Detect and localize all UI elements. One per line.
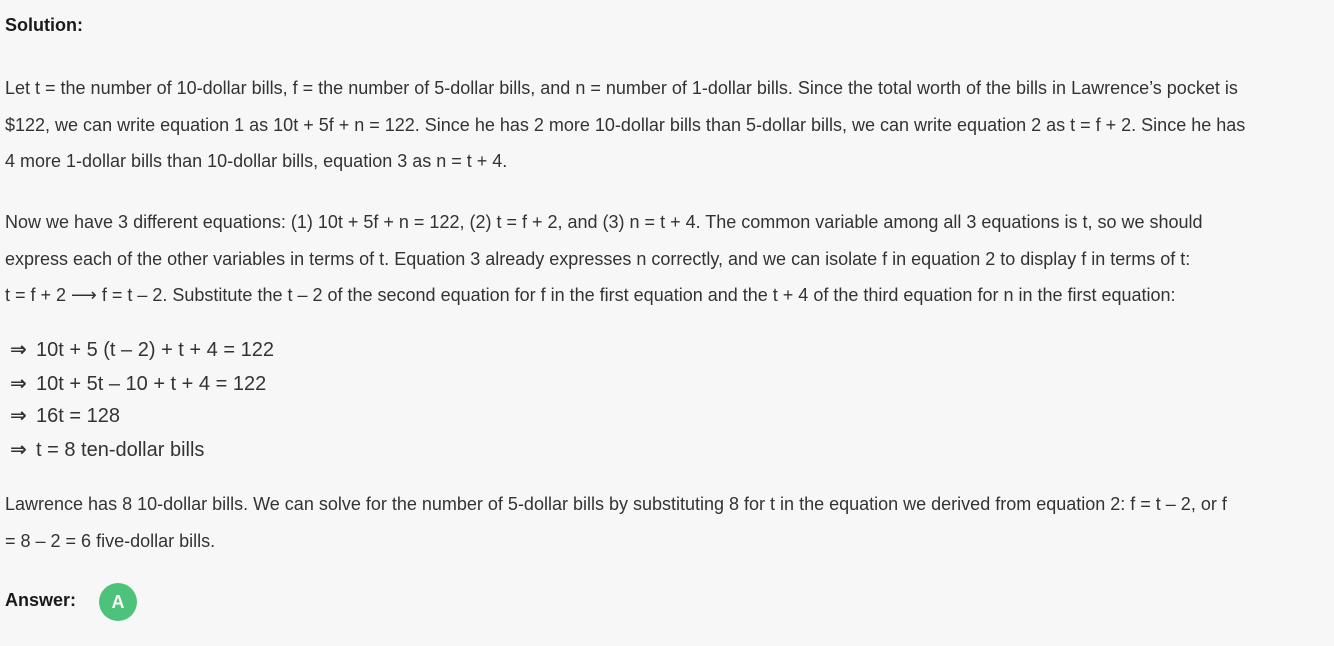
paragraph-line: 4 more 1-dollar bills than 10-dollar bills, equation 3 as n = t + 4. — [5, 151, 508, 171]
paragraph-line: Lawrence has 8 10-dollar bills. We can solve for the number of 5-dollar bills by substituting 8 for t in the equation we derived from equation 2: f = t – 2, or f — [5, 494, 1227, 514]
solution-paragraph-3 — [5, 486, 1329, 559]
implies-arrow-icon: ⇒ — [10, 439, 27, 461]
implies-arrow-icon: ⇒ — [10, 373, 27, 395]
equation-step — [10, 438, 204, 462]
paragraph-line: t = f + 2 ⟶ f = t – 2. Substitute the t – 2 of the second equation for f in the first equation and the t + 4 of the third equation for n in the first equation: — [5, 285, 1176, 305]
answer-choice-badge: A — [99, 583, 137, 621]
solution-heading: Solution: — [5, 15, 83, 35]
implies-arrow-icon: ⇒ — [10, 339, 27, 361]
implies-arrow-icon: ⇒ — [10, 405, 27, 427]
equation-step — [10, 404, 120, 428]
paragraph-line: express each of the other variables in terms of t. Equation 3 already expresses n correctly, and we can isolate f in equation 2 to display f in terms of t: — [5, 248, 1191, 269]
paragraph-line: = 8 – 2 = 6 five-dollar bills. — [5, 530, 216, 551]
paragraph-line: Let t = the number of 10-dollar bills, f = the number of 5-dollar bills, and n = number of 1-dollar bills. Since the total worth of the bills in Lawrence’s pocket is — [5, 78, 1238, 98]
solution-paragraph-1 — [5, 70, 1329, 180]
equation-text: t = 8 ten-dollar bills — [36, 439, 205, 461]
equation-step — [10, 372, 266, 396]
equation-text: 16t = 128 — [36, 405, 120, 427]
paragraph-line: Now we have 3 different equations: (1) 10t + 5f + n = 122, (2) t = f + 2, and (3) n = t + 4. The common variable among all 3 equations is t, so we should — [5, 212, 1203, 232]
equation-text: 10t + 5t – 10 + t + 4 = 122 — [36, 373, 267, 395]
solution-paragraph-2 — [5, 204, 1329, 314]
answer-label: Answer: — [5, 590, 77, 610]
paragraph-line: $122, we can write equation 1 as 10t + 5f + n = 122. Since he has 2 more 10-dollar bills than 5-dollar bills, we can write equation 2 as t = f + 2. Since he has — [5, 114, 1246, 135]
equation-text: 10t + 5 (t – 2) + t + 4 = 122 — [36, 339, 274, 361]
equation-step — [10, 338, 274, 362]
